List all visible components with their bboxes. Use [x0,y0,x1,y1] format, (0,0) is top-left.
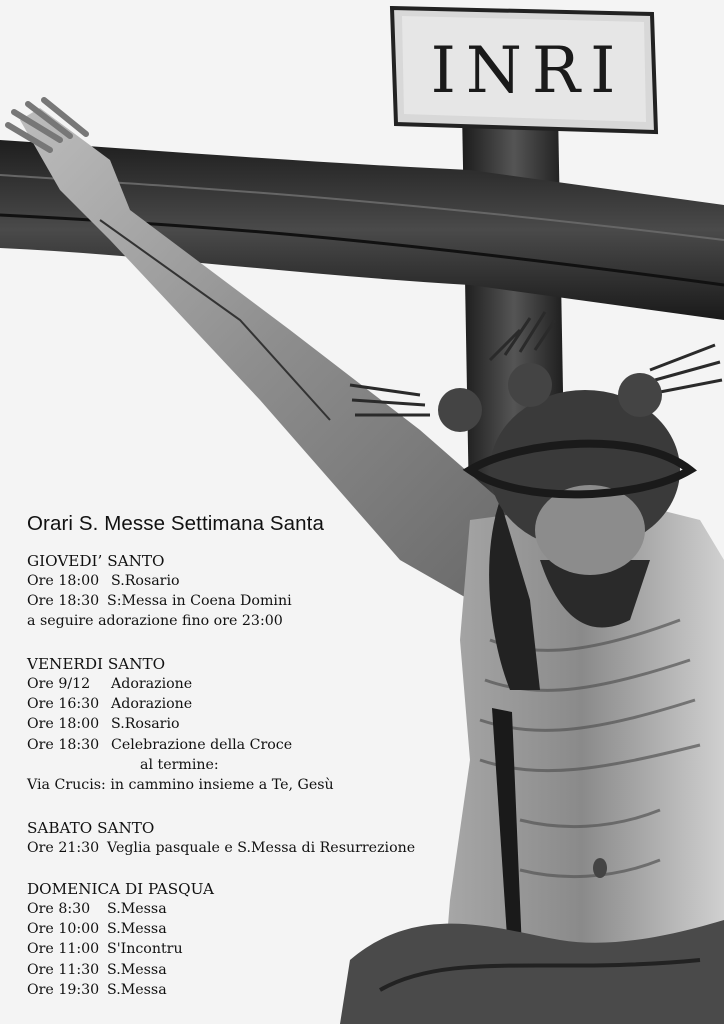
schedule-line: al termine: [140,756,219,773]
poster-title: Orari S. Messe Settimana Santa [27,512,324,535]
inri-text: INRI [430,34,626,108]
section-heading: VENERDI SANTO [27,655,166,673]
section-venerdi-santo [27,654,334,795]
schedule-line: Ore 16:30 Adorazione [27,696,193,713]
section-heading: SABATO SANTO [27,819,155,837]
schedule-line: a seguire adorazione fino ore 23:00 [27,613,283,630]
schedule-line: Ore 8:30 S.Messa [27,901,167,917]
section-heading: GIOVEDI’ SANTO [27,552,165,570]
section-domenica-di-pasqua [27,879,214,1000]
inri-plaque [392,8,656,132]
section-giovedi-santo [27,551,292,632]
schedule-line: Ore 18:00 S.Rosario [27,716,180,733]
schedule-line: Ore 11:00 S'Incontru [27,941,183,958]
section-heading: DOMENICA DI PASQUA [27,880,214,898]
schedule-line: Ore 18:30 S:Messa in Coena Domini [27,593,292,610]
schedule-line: Ore 10:00 S.Messa [27,921,167,938]
schedule-line: Ore 19:30 S.Messa [27,981,167,998]
schedule-line: Ore 9/12 Adorazione [27,676,193,692]
schedule-line: Ore 11:30 S.Messa [27,961,167,978]
schedule-line: Ore 21:30 Veglia pasquale e S.Messa di Resurrezione [27,840,416,856]
schedule-line: Via Crucis: in cammino insieme a Te, Gesù [27,777,334,794]
schedule-line: Ore 18:30 Celebrazione della Croce [27,736,293,753]
schedule-line: Ore 18:00 S.Rosario [27,573,180,589]
section-sabato-santo [27,818,415,858]
